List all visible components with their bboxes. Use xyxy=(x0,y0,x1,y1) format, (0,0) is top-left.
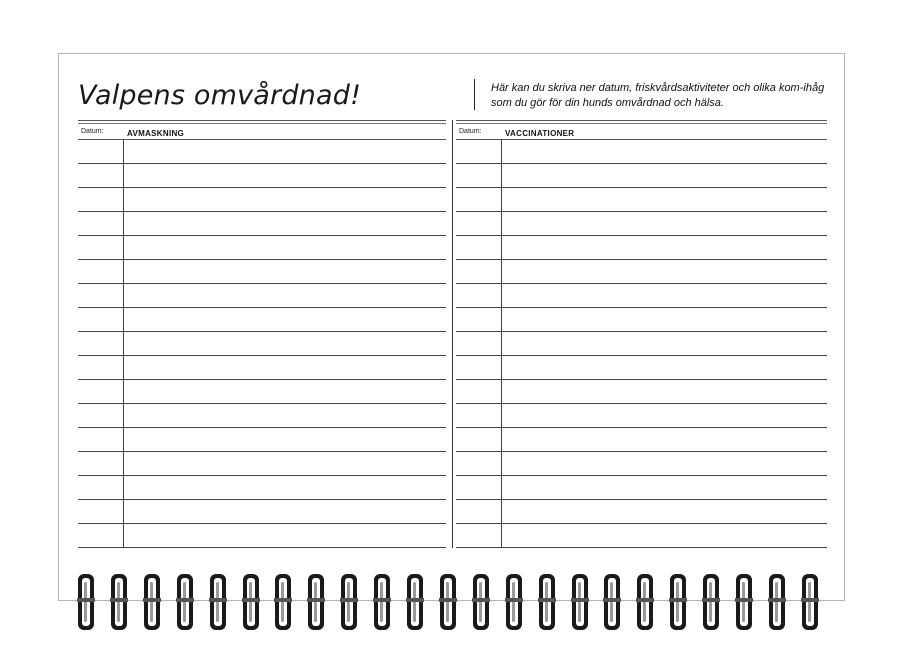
binding-ring-icon xyxy=(471,573,491,631)
date-cell[interactable] xyxy=(78,284,123,307)
date-cell[interactable] xyxy=(456,188,501,211)
vaccination-row[interactable] xyxy=(456,404,827,428)
date-column-divider xyxy=(123,140,124,548)
date-cell[interactable] xyxy=(456,452,501,475)
binding-ring-icon xyxy=(306,573,326,631)
date-cell[interactable] xyxy=(78,476,123,499)
binding-ring-icon xyxy=(635,573,655,631)
date-cell[interactable] xyxy=(456,260,501,283)
vaccination-row[interactable] xyxy=(456,164,827,188)
binding-ring-icon xyxy=(372,573,392,631)
date-column-divider xyxy=(501,140,502,548)
binding-ring-icon xyxy=(241,573,261,631)
vaccination-row[interactable] xyxy=(456,500,827,524)
binding-ring-icon xyxy=(175,573,195,631)
date-cell[interactable] xyxy=(456,164,501,187)
date-cell[interactable] xyxy=(78,500,123,523)
vaccination-row[interactable] xyxy=(456,332,827,356)
deworming-row[interactable] xyxy=(78,236,446,260)
date-cell[interactable] xyxy=(78,524,123,547)
vaccination-row[interactable] xyxy=(456,284,827,308)
vaccination-row[interactable] xyxy=(456,308,827,332)
deworming-table xyxy=(78,120,446,548)
date-cell[interactable] xyxy=(456,212,501,235)
vaccination-section-label: VACCINATIONER xyxy=(505,129,575,138)
vaccination-row[interactable] xyxy=(456,260,827,284)
binding-ring-icon xyxy=(570,573,590,631)
deworming-row[interactable] xyxy=(78,212,446,236)
deworming-rows xyxy=(78,140,446,548)
date-cell[interactable] xyxy=(78,140,123,163)
binding-ring-icon xyxy=(602,573,622,631)
binding-ring-icon xyxy=(767,573,787,631)
deworming-table-header xyxy=(78,120,446,140)
vaccination-row[interactable] xyxy=(456,188,827,212)
binding-ring-icon xyxy=(438,573,458,631)
date-cell[interactable] xyxy=(456,308,501,331)
binding-ring-icon xyxy=(339,573,359,631)
date-cell[interactable] xyxy=(78,236,123,259)
deworming-row[interactable] xyxy=(78,524,446,548)
binding-ring-icon xyxy=(537,573,557,631)
deworming-row[interactable] xyxy=(78,404,446,428)
journal-page xyxy=(58,53,845,601)
date-cell[interactable] xyxy=(78,404,123,427)
description-divider xyxy=(474,79,475,110)
binding-ring-icon xyxy=(701,573,721,631)
vaccination-row[interactable] xyxy=(456,380,827,404)
vaccination-row[interactable] xyxy=(456,140,827,164)
binding-ring-icon xyxy=(76,573,96,631)
date-column-label: Datum: xyxy=(81,128,104,135)
deworming-row[interactable] xyxy=(78,428,446,452)
spiral-binding xyxy=(76,573,836,631)
vaccination-row[interactable] xyxy=(456,476,827,500)
date-cell[interactable] xyxy=(78,356,123,379)
date-cell[interactable] xyxy=(456,140,501,163)
deworming-row[interactable] xyxy=(78,380,446,404)
deworming-row[interactable] xyxy=(78,284,446,308)
vaccination-table xyxy=(456,120,827,548)
vaccination-row[interactable] xyxy=(456,452,827,476)
binding-ring-icon xyxy=(668,573,688,631)
deworming-row[interactable] xyxy=(78,332,446,356)
vaccination-row[interactable] xyxy=(456,356,827,380)
deworming-row[interactable] xyxy=(78,452,446,476)
deworming-section-label: AVMASKNING xyxy=(127,129,185,138)
binding-ring-icon xyxy=(208,573,228,631)
date-cell[interactable] xyxy=(456,476,501,499)
date-cell[interactable] xyxy=(456,428,501,451)
vaccination-row[interactable] xyxy=(456,212,827,236)
vaccination-row[interactable] xyxy=(456,428,827,452)
date-cell[interactable] xyxy=(78,452,123,475)
date-cell[interactable] xyxy=(456,356,501,379)
date-cell[interactable] xyxy=(456,500,501,523)
deworming-row[interactable] xyxy=(78,500,446,524)
date-cell[interactable] xyxy=(78,188,123,211)
date-cell[interactable] xyxy=(456,332,501,355)
date-cell[interactable] xyxy=(78,308,123,331)
vaccination-rows xyxy=(456,140,827,548)
deworming-row[interactable] xyxy=(78,308,446,332)
deworming-row[interactable] xyxy=(78,356,446,380)
deworming-row[interactable] xyxy=(78,476,446,500)
date-cell[interactable] xyxy=(78,428,123,451)
vaccination-row[interactable] xyxy=(456,524,827,548)
binding-ring-icon xyxy=(142,573,162,631)
page-description: Här kan du skriva ner datum, friskvårdsaktiviteter och olika kom-ihåg som du gör för din hunds omvårdnad och hälsa. xyxy=(491,82,825,109)
binding-ring-icon xyxy=(504,573,524,631)
binding-ring-icon xyxy=(800,573,820,631)
date-cell[interactable] xyxy=(456,404,501,427)
binding-ring-icon xyxy=(109,573,129,631)
date-cell[interactable] xyxy=(78,164,123,187)
page-title: Valpens omvårdnad! xyxy=(78,80,362,111)
date-cell[interactable] xyxy=(456,380,501,403)
date-cell[interactable] xyxy=(78,212,123,235)
deworming-row[interactable] xyxy=(78,188,446,212)
date-cell[interactable] xyxy=(456,524,501,547)
date-column-label: Datum: xyxy=(459,128,482,135)
binding-ring-icon xyxy=(405,573,425,631)
date-cell[interactable] xyxy=(456,236,501,259)
deworming-row[interactable] xyxy=(78,140,446,164)
center-divider xyxy=(452,120,453,548)
deworming-row[interactable] xyxy=(78,260,446,284)
vaccination-row[interactable] xyxy=(456,236,827,260)
date-cell[interactable] xyxy=(456,284,501,307)
vaccination-table-header xyxy=(456,120,827,140)
binding-ring-icon xyxy=(273,573,293,631)
date-cell[interactable] xyxy=(78,380,123,403)
date-cell[interactable] xyxy=(78,332,123,355)
binding-ring-icon xyxy=(734,573,754,631)
date-cell[interactable] xyxy=(78,260,123,283)
deworming-row[interactable] xyxy=(78,164,446,188)
